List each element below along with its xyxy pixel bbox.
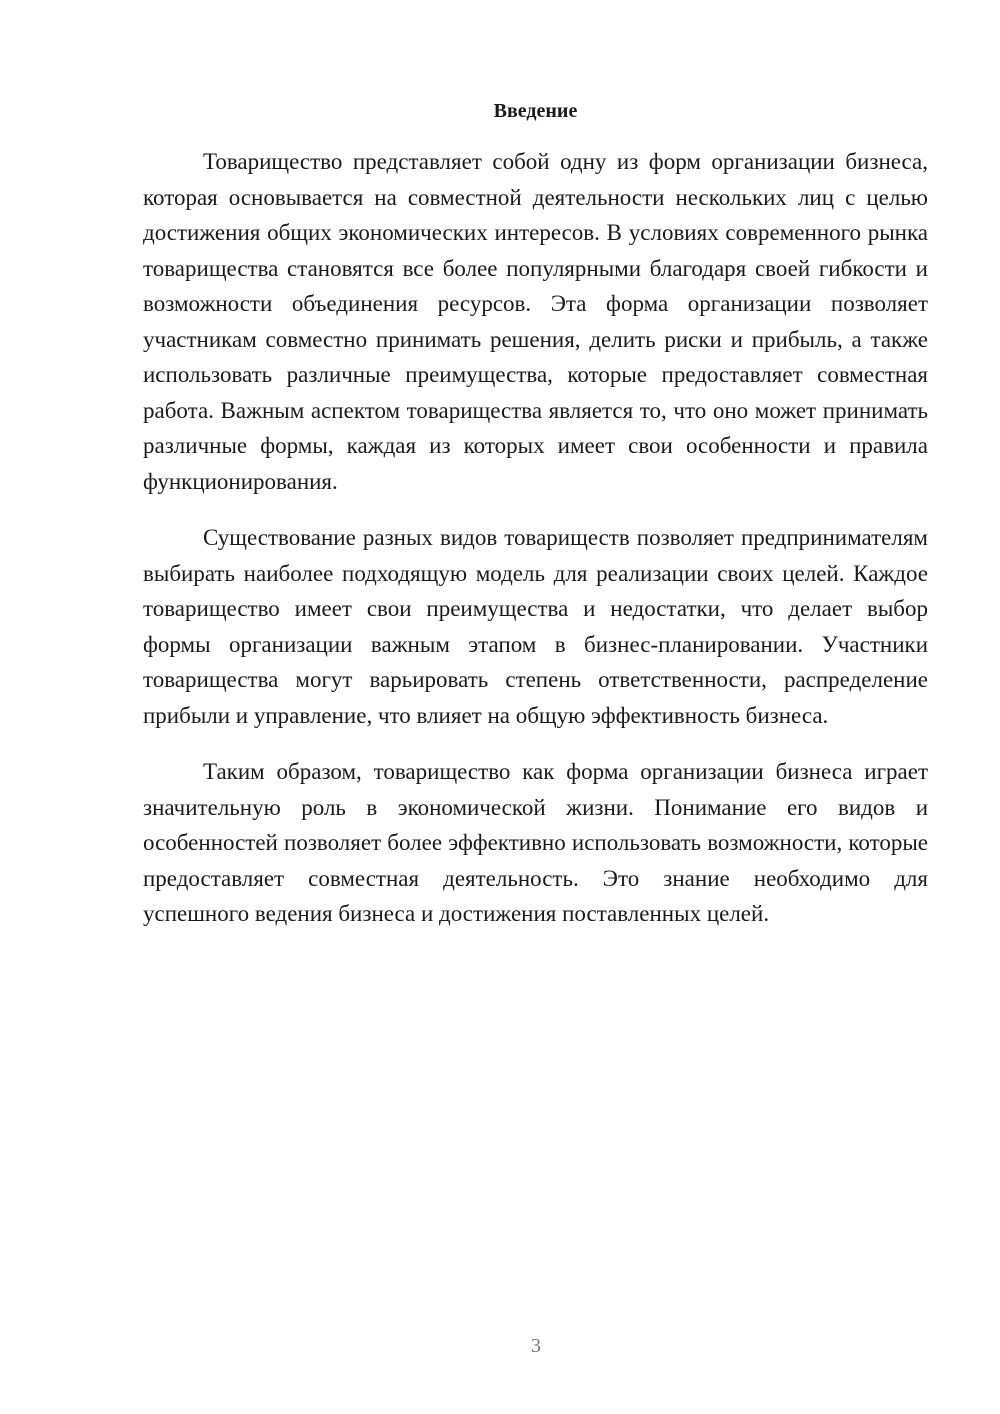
paragraph-2: Существование разных видов товариществ позволяет предпринимателям выбирать наиболее подходящую модель для реализации своих целей. Каждое товарищество имеет свои преимущества и недостатки, что делает выбор формы организации важным этапом в бизнес-планировании. Участники товарищества могут варьировать степень ответственности, распределение прибыли и управление, что влияет на общую эффективность бизнеса. <box>143 525 928 728</box>
page-number: 3 <box>531 1335 541 1357</box>
paragraph-3: Таким образом, товарищество как форма организации бизнеса играет значительную роль в экономической жизни. Понимание его видов и особенностей позволяет более эффективно использовать возможности, которые предоставляет совместная деятельность. Это знание необходимо для успешного ведения бизнеса и достижения поставленных целей. <box>143 759 928 926</box>
page-content <box>143 96 928 932</box>
paragraph-1: Товарищество представляет собой одну из форм организации бизнеса, которая основывается на совместной деятельности нескольких лиц с целью достижения общих экономических интересов. В условиях современного рынка товарищества становятся все более популярными благодаря своей гибкости и возможности объединения ресурсов. Эта форма организации позволяет участникам совместно принимать решения, делить риски и прибыль, а также использовать различные преимущества, которые предоставляет совместная работа. Важным аспектом товарищества является то, что оно может принимать различные формы, каждая из которых имеет свои особенности и правила функционирования. <box>143 149 928 494</box>
section-title: Введение <box>493 100 578 122</box>
